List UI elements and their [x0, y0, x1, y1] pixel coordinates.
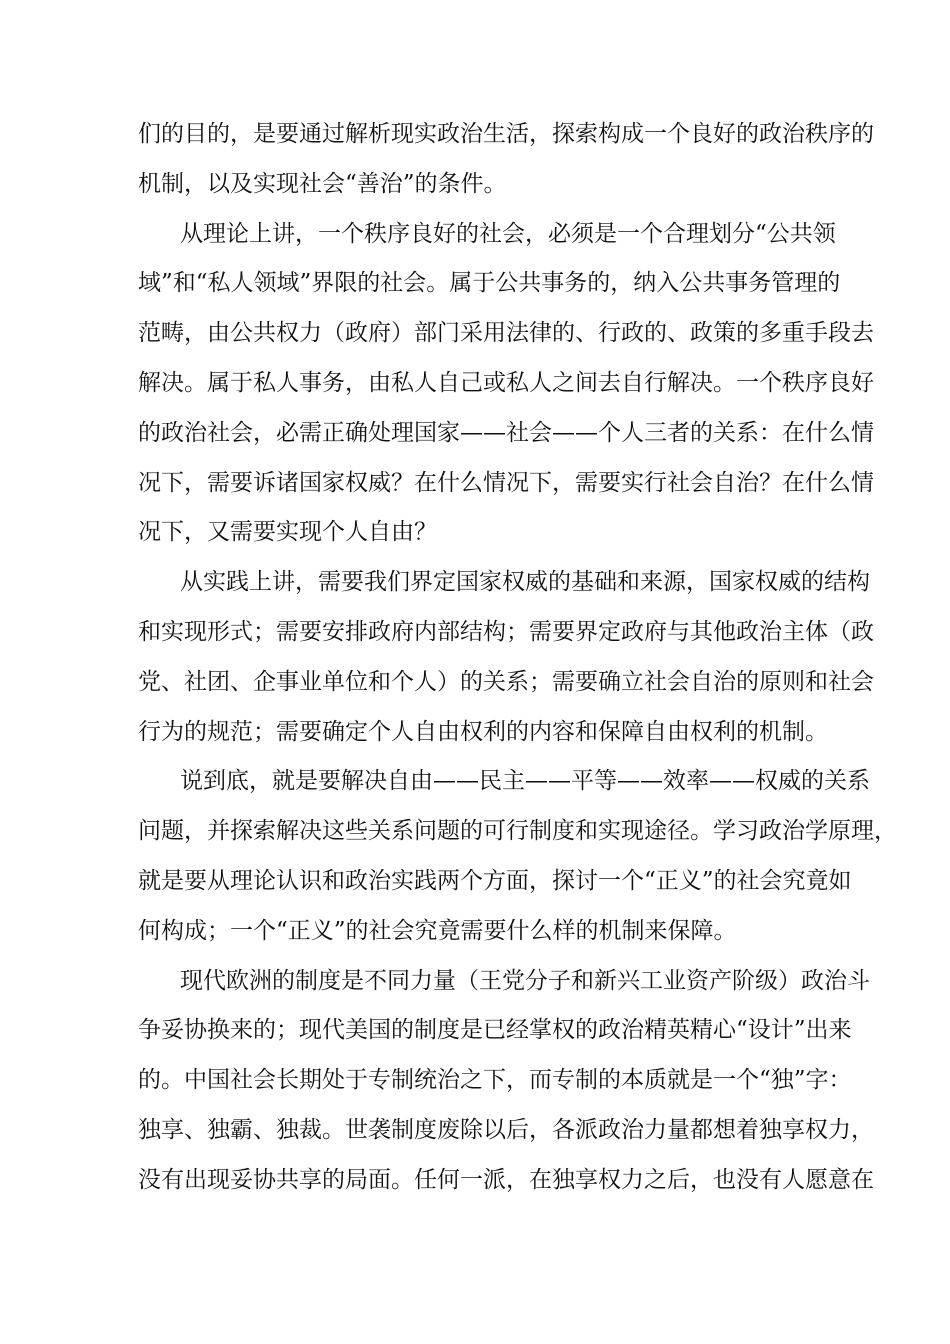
text-line: 独享、独霸、独裁。世袭制度废除以后，各派政治力量都想着独享权力，: [138, 1116, 874, 1143]
text-line: 何构成；一个“正义”的社会究竟需要什么样的机制来保障。: [138, 917, 737, 944]
text-line: 域”和“私人领域”界限的社会。属于公共事务的，纳入公共事务管理的: [138, 270, 841, 297]
paragraph-start-line: 说到底，就是要解决自由——民主——平等——效率——权威的关系: [180, 768, 870, 795]
text-line: 问题，并探索解决这些关系问题的可行制度和实现途径。学习政治学原理，: [138, 818, 897, 845]
text-line: 的。中国社会长期处于专制统治之下，而专制的本质就是一个“独”字：: [138, 1067, 852, 1094]
text-line: 解决。属于私人事务，由私人自己或私人之间去自行解决。一个秩序良好: [138, 369, 874, 396]
text-line: 们的目的，是要通过解析现实政治生活，探索构成一个良好的政治秩序的: [138, 121, 874, 147]
text-line: 行为的规范；需要确定个人自由权利的内容和保障自由权利的机制。: [138, 718, 828, 745]
text-line: 况下，又需要实现个人自由？: [138, 519, 437, 546]
document-body: [138, 110, 897, 1206]
text-line: 党、社团、企事业单位和个人）的关系；需要确立社会自治的原则和社会: [138, 668, 874, 695]
text-line: 就是要从理论认识和政治实践两个方面，探讨一个“正义”的社会究竟如: [138, 867, 852, 894]
paragraph-start-line: 现代欧洲的制度是不同力量（王党分子和新兴工业资产阶级）政治斗: [180, 967, 870, 994]
text-line: 的政治社会，必需正确处理国家——社会——个人三者的关系：在什么情: [138, 419, 874, 446]
text-line: 没有出现妥协共享的局面。任何一派，在独享权力之后，也没有人愿意在: [138, 1166, 874, 1193]
text-line: 争妥协换来的；现代美国的制度是已经掌权的政治精英精心“设计”出来: [138, 1017, 852, 1044]
text-line: 和实现形式；需要安排政府内部结构；需要界定政府与其他政治主体（政: [138, 618, 874, 645]
paragraph-start-line: 从理论上讲，一个秩序良好的社会，必须是一个合理划分“公共领: [180, 220, 836, 247]
paragraph-start-line: 从实践上讲，需要我们界定国家权威的基础和来源，国家权威的结构: [180, 569, 870, 596]
text-line: 况下，需要诉诸国家权威？在什么情况下，需要实行社会自治？在什么情: [138, 469, 874, 496]
text-line: 机制，以及实现社会“善治”的条件。: [138, 170, 507, 197]
text-line: 范畴，由公共权力（政府）部门采用法律的、行政的、政策的多重手段去: [138, 320, 874, 347]
